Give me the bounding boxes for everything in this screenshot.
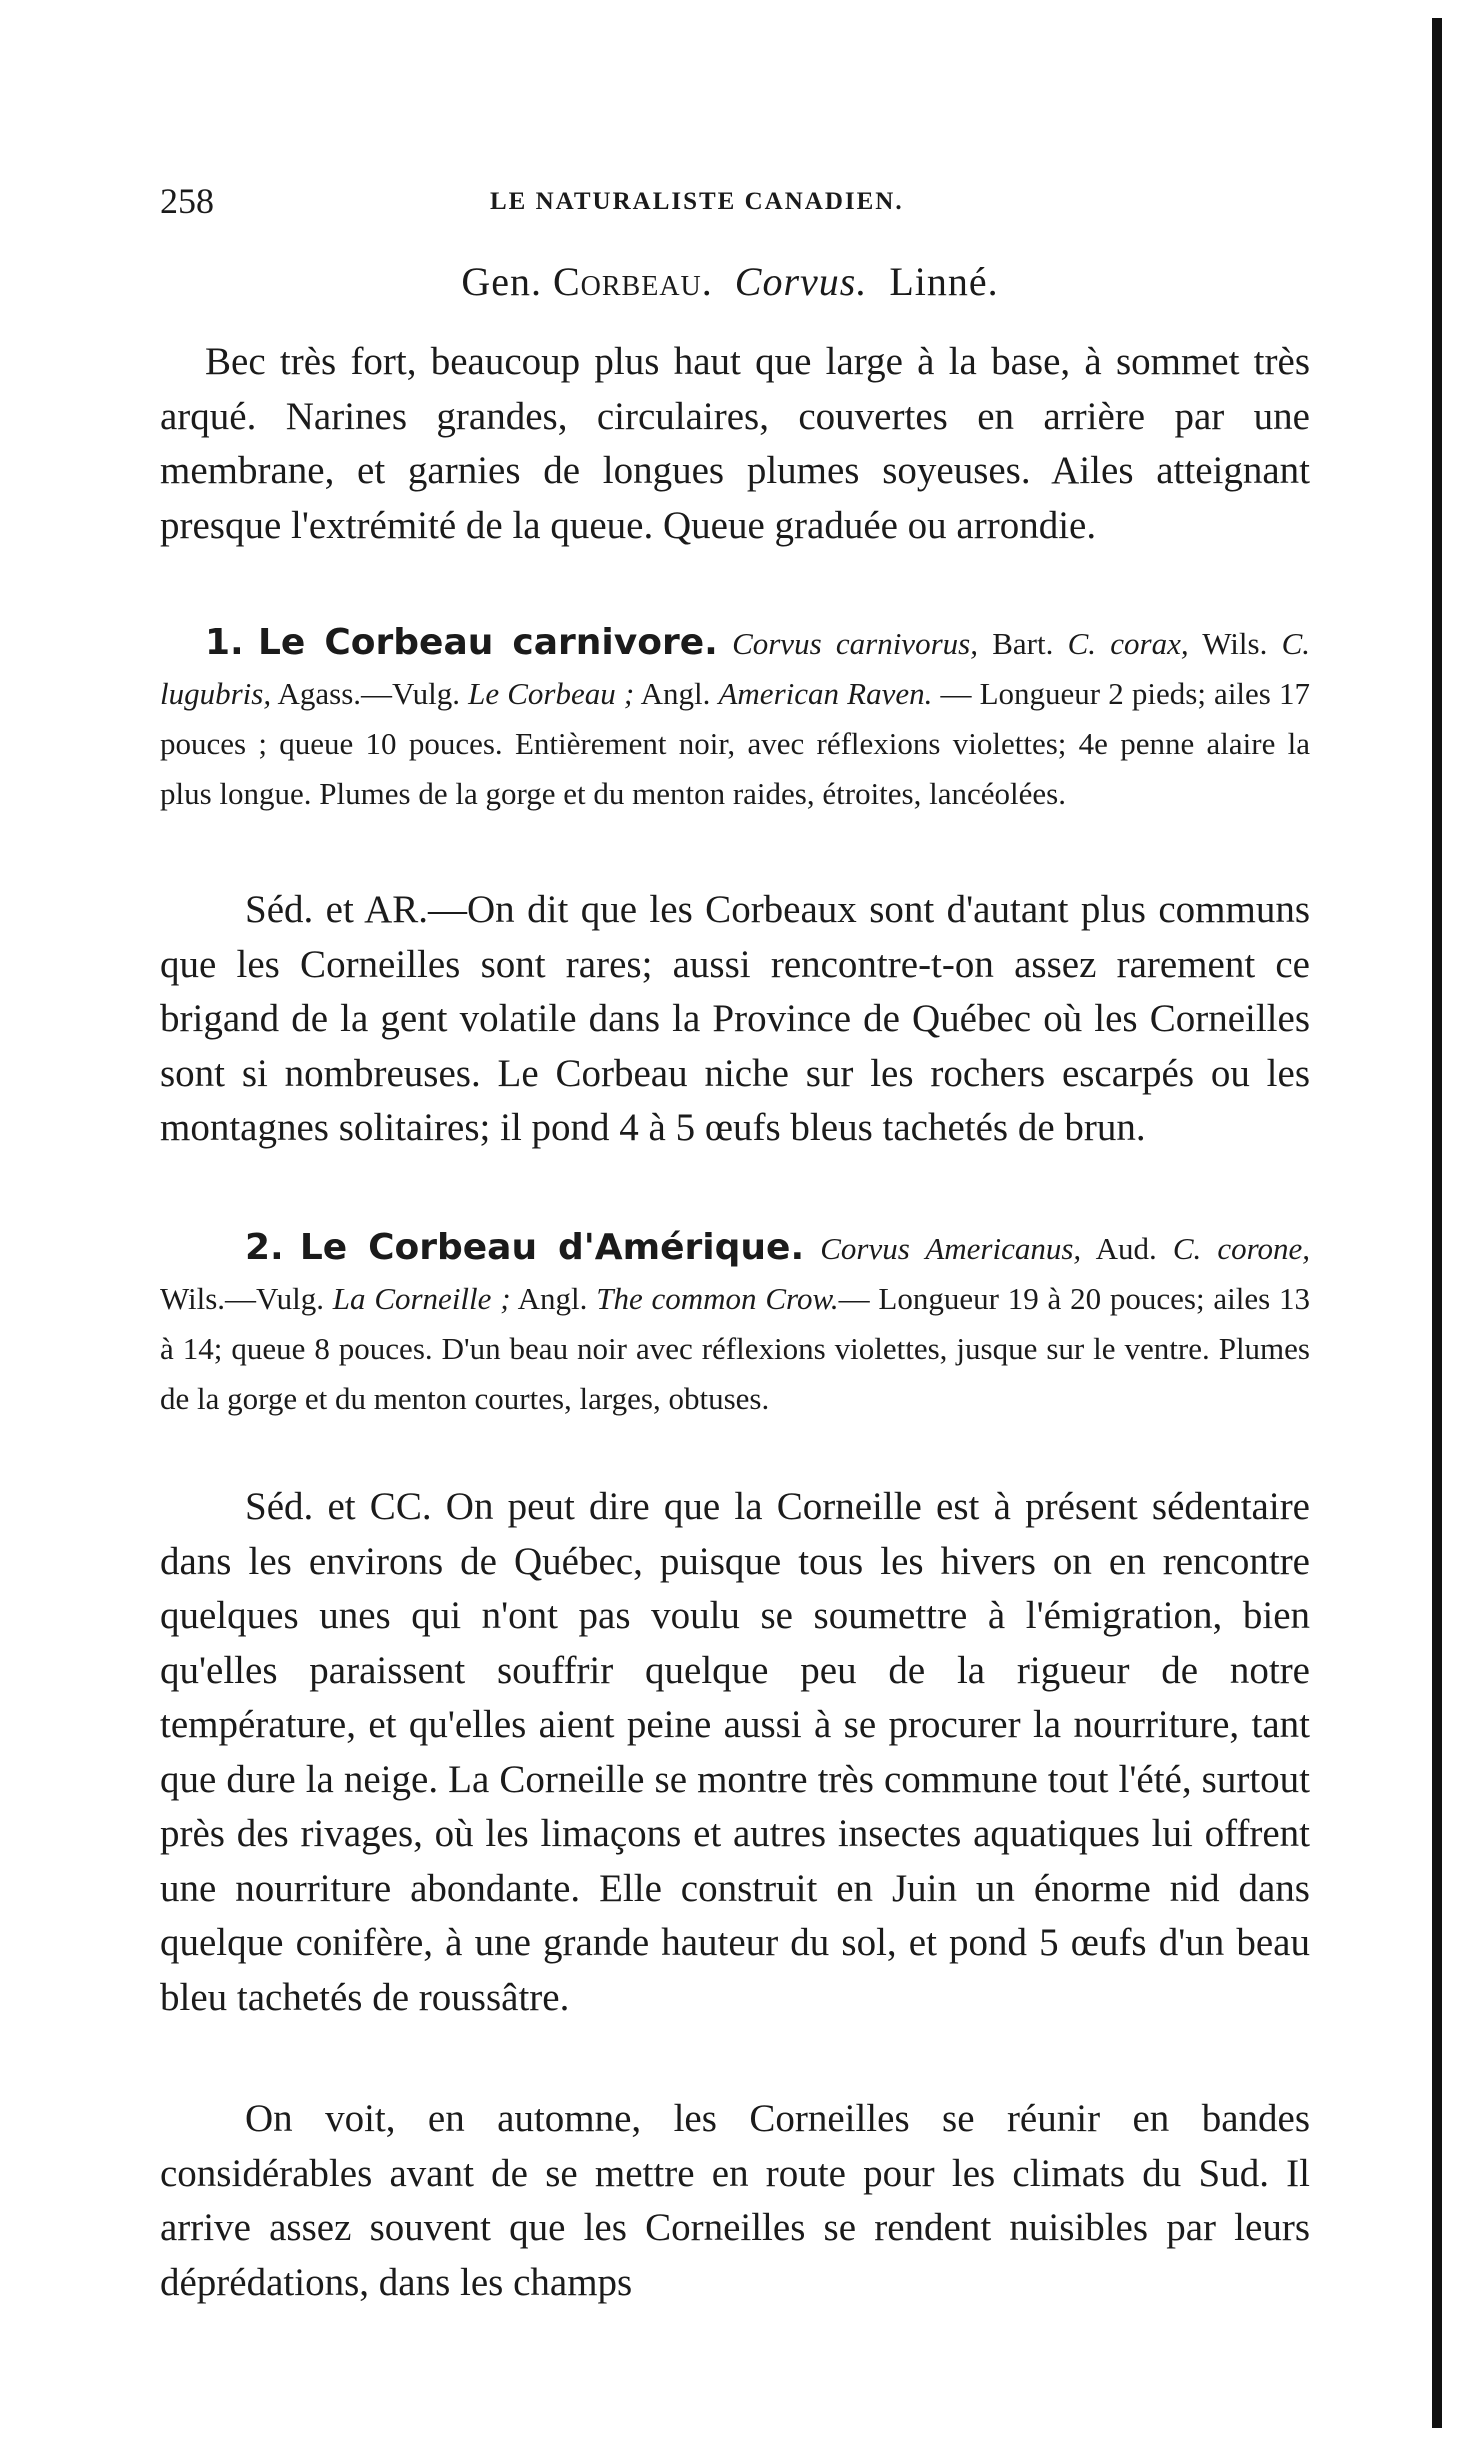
species-number: 2. xyxy=(245,1227,284,1268)
genus-description: Bec très fort, beaucoup plus haut que large à la base, à sommet très arqué. Narines grandes, circulaires, couvertes en arrière par une membrane, et garnies de longues plumes soyeuses. Ailes atteignant presque l'extrémité de la queue. Queue graduée ou arrondie. xyxy=(160,340,1310,547)
species-description: — Longueur 2 pieds; ailes 17 pouces ; queue 10 pouces. Entièrement noir, avec réflexions violettes; 4e penne alaire la plus longue. Plumes de la gorge et du menton raides, étroites, lancéolées. xyxy=(160,676,1310,811)
vernacular-name: Le Corbeau ; xyxy=(468,676,635,711)
english-name: American Raven. xyxy=(718,676,933,711)
species-description: — Longueur 19 à 20 pouces; ailes 13 à 14; queue 8 pouces. D'un beau noir avec réflexions violettes, jusque sur le ventre. Plumes de la gorge et du menton courtes, larges, obtuses. xyxy=(160,1281,1311,1416)
scan-edge-rule xyxy=(1432,18,1442,2428)
species-text: Aud. xyxy=(1081,1231,1173,1266)
page-header xyxy=(160,180,1310,230)
final-paragraph: On voit, en automne, les Corneilles se réunir en bandes considérables avant de se mettre en route pour les climats du Sud. Il arrive assez souvent que les Corneilles se rendent nuisibles par leurs déprédations, dans les champs xyxy=(160,2097,1310,2304)
page-number: 258 xyxy=(160,181,214,221)
genus-latin: Corvus. xyxy=(734,259,868,304)
species-number: 1. xyxy=(205,622,244,663)
species-entry-1 xyxy=(160,618,1310,819)
species-text: Agass.—Vulg. xyxy=(271,676,469,711)
species-text: Bart. xyxy=(977,626,1068,661)
latin-name: C. corone, xyxy=(1172,1231,1311,1266)
latin-name: Corvus Americanus, xyxy=(820,1231,1082,1266)
species-1-paragraph: Séd. et AR.—On dit que les Corbeaux sont d'autant plus communs que les Corneilles sont rares; aussi rencontre-t-on assez rarement ce brigand de la gent volatile dans la Province de Québec où les Corneilles sont si nombreuses. Le Corbeau niche sur les rochers escarpés ou les montagnes solitaires; il pond 4 à 5 œufs bleus tachetés de brun. xyxy=(160,888,1310,1149)
species-text: Angl. xyxy=(634,676,719,711)
genus-name: Corbeau. xyxy=(552,259,713,304)
genus-author: Linné. xyxy=(889,259,999,304)
species-text: Wils.—Vulg. xyxy=(160,1281,333,1316)
species-entry-2 xyxy=(160,1223,1310,1424)
species-text: Wils. xyxy=(1188,626,1282,661)
running-title: LE NATURALISTE CANADIEN. xyxy=(490,188,904,215)
genus-prefix: Gen. xyxy=(461,259,542,304)
latin-name: C. corax, xyxy=(1067,626,1189,661)
latin-name: C. lugubris, xyxy=(160,626,1311,711)
latin-name: Corvus carnivorus, xyxy=(732,626,978,661)
species-text: Angl. xyxy=(510,1281,597,1316)
species-name: Le Corbeau carnivore. xyxy=(257,622,718,663)
genus-heading xyxy=(0,258,1460,305)
english-name: The common Crow. xyxy=(596,1281,839,1316)
species-2-paragraph: Séd. et CC. On peut dire que la Corneille est à présent sédentaire dans les environs de Québec, puisque tous les hivers on en rencontre quelques unes qui n'ont pas voulu se soumettre à l'émigration, bien qu'elles paraissent souffrir quelque peu de la rigueur de notre température, et qu'elles aient peine aussi à se procurer la nourriture, tant que dure la neige. La Corneille se montre très commune tout l'été, surtout près des rivages, où les limaçons et autres insectes aquatiques lui offrent une nourriture abondante. Elle construit en Juin un énorme nid dans quelque conifère, à une grande hauteur du sol, et pond 5 œufs d'un beau bleu tachetés de roussâtre. xyxy=(160,1485,1310,2019)
vernacular-name: La Corneille ; xyxy=(332,1281,511,1316)
species-name: Le Corbeau d'Amérique. xyxy=(299,1227,805,1268)
